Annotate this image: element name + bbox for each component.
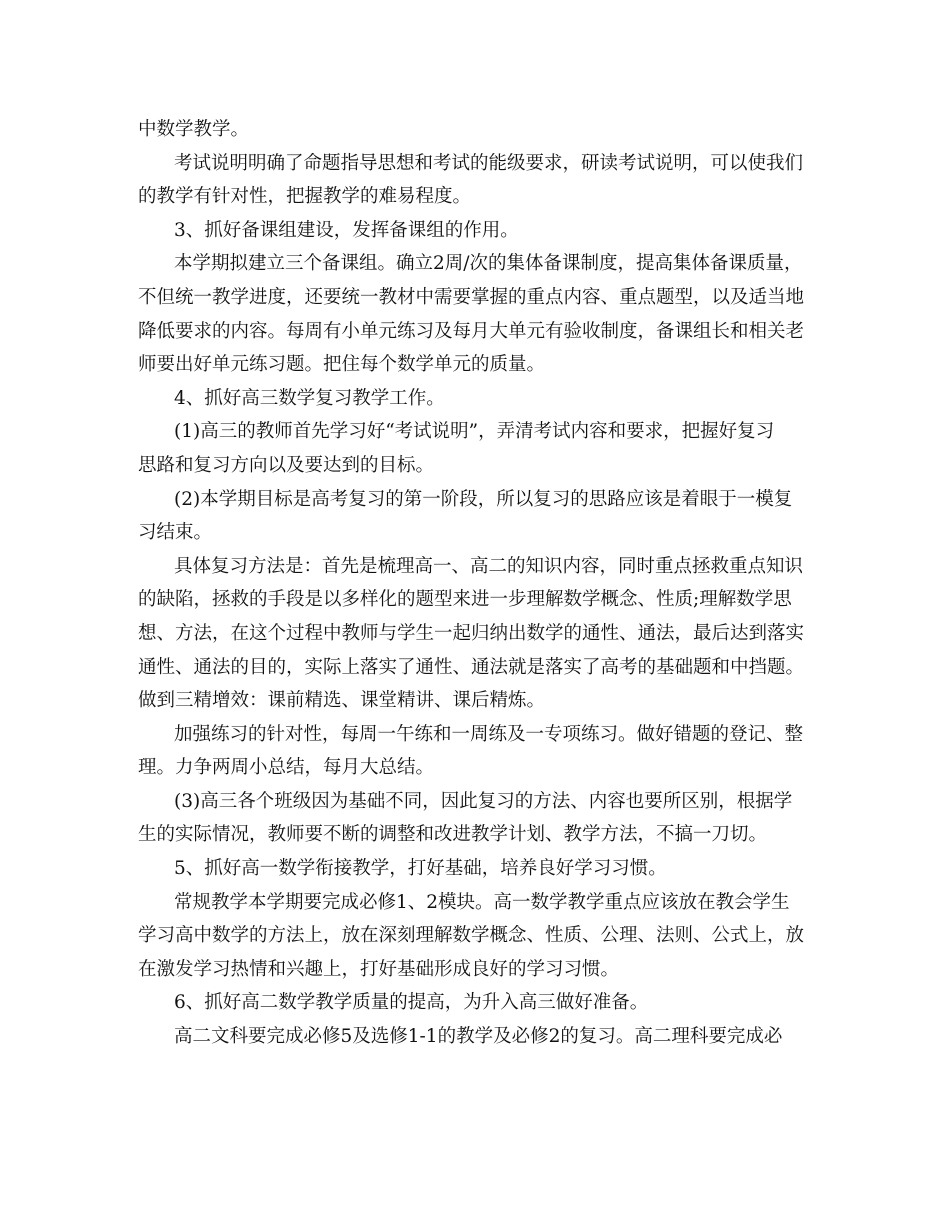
text-line: 通性、通法的目的，实际上落实了通性、通法就是落实了高考的基础题和中挡题。 [138,656,805,678]
text-line: 在激发学习热情和兴趣上，打好基础形成良好的学习习惯。 [138,958,620,980]
text-line: 高二文科要完成必修5及选修1-1的教学及必修2的复习。高二理科要完成必 [174,1026,783,1048]
text-line: 5、抓好高一数学衔接教学，打好基础，培养良好学习习惯。 [174,858,667,880]
text-line: (1)高三的教师首先学习好“考试说明”，弄清考试内容和要求，把握好复习 [174,421,775,443]
text-line: 做到三精增效：课前精选、课堂精讲、课后精炼。 [138,690,546,712]
text-line: 的教学有针对性，把握教学的难易程度。 [138,186,472,208]
text-line: 学习高中数学的方法上，放在深刻理解数学概念、性质、公理、法则、公式上，放 [138,925,805,947]
text-line: 加强练习的针对性，每周一午练和一周练及一专项练习。做好错题的登记、整 [174,723,804,745]
text-line: 师要出好单元练习题。把住每个数学单元的质量。 [138,354,546,376]
text-line: 3、抓好备课组建设，发挥备课组的作用。 [174,219,519,241]
text-line: 生的实际情况，教师要不断的调整和改进教学计划、教学方法，不搞一刀切。 [138,824,768,846]
text-line: 的缺陷，拯救的手段是以多样化的题型来进一步理解数学概念、性质;理解数学思 [138,589,792,611]
text-line: 想、方法，在这个过程中教师与学生一起归纳出数学的通性、通法，最后达到落实 [138,622,805,644]
text-line: 理。力争两周小总结，每月大总结。 [138,757,435,779]
text-line: 不但统一教学进度，还要统一教材中需要掌握的重点内容、重点题型，以及适当地 [138,286,805,308]
text-line: 考试说明明确了命题指导思想和考试的能级要求，研读考试说明，可以使我们 [174,152,804,174]
text-line: 本学期拟建立三个备课组。确立2周/次的集体备课制度，提高集体备课质量， [174,253,803,275]
text-line: 降低要求的内容。每周有小单元练习及每月大单元有验收制度，备课组长和相关老 [138,320,805,342]
text-line: 4、抓好高三数学复习教学工作。 [174,387,445,409]
text-line: (2)本学期目标是高考复习的第一阶段，所以复习的思路应该是着眼于一模复 [174,488,793,510]
text-line: 中数学教学。 [138,119,250,140]
text-line: 习结束。 [138,522,213,544]
text-line: 6、抓好高二数学教学质量的提高，为升入高三做好准备。 [174,992,649,1014]
text-line: 具体复习方法是：首先是梳理高一、高二的知识内容，同时重点拯救重点知识 [174,555,804,577]
text-line: (3)高三各个班级因为基础不同，因此复习的方法、内容也要所区别，根据学 [174,790,793,812]
text-line: 常规教学本学期要完成必修1、2模块。高一数学教学重点应该放在教会学生 [174,891,790,913]
text-line: 思路和复习方向以及要达到的目标。 [138,454,435,476]
document-body [138,113,813,1054]
